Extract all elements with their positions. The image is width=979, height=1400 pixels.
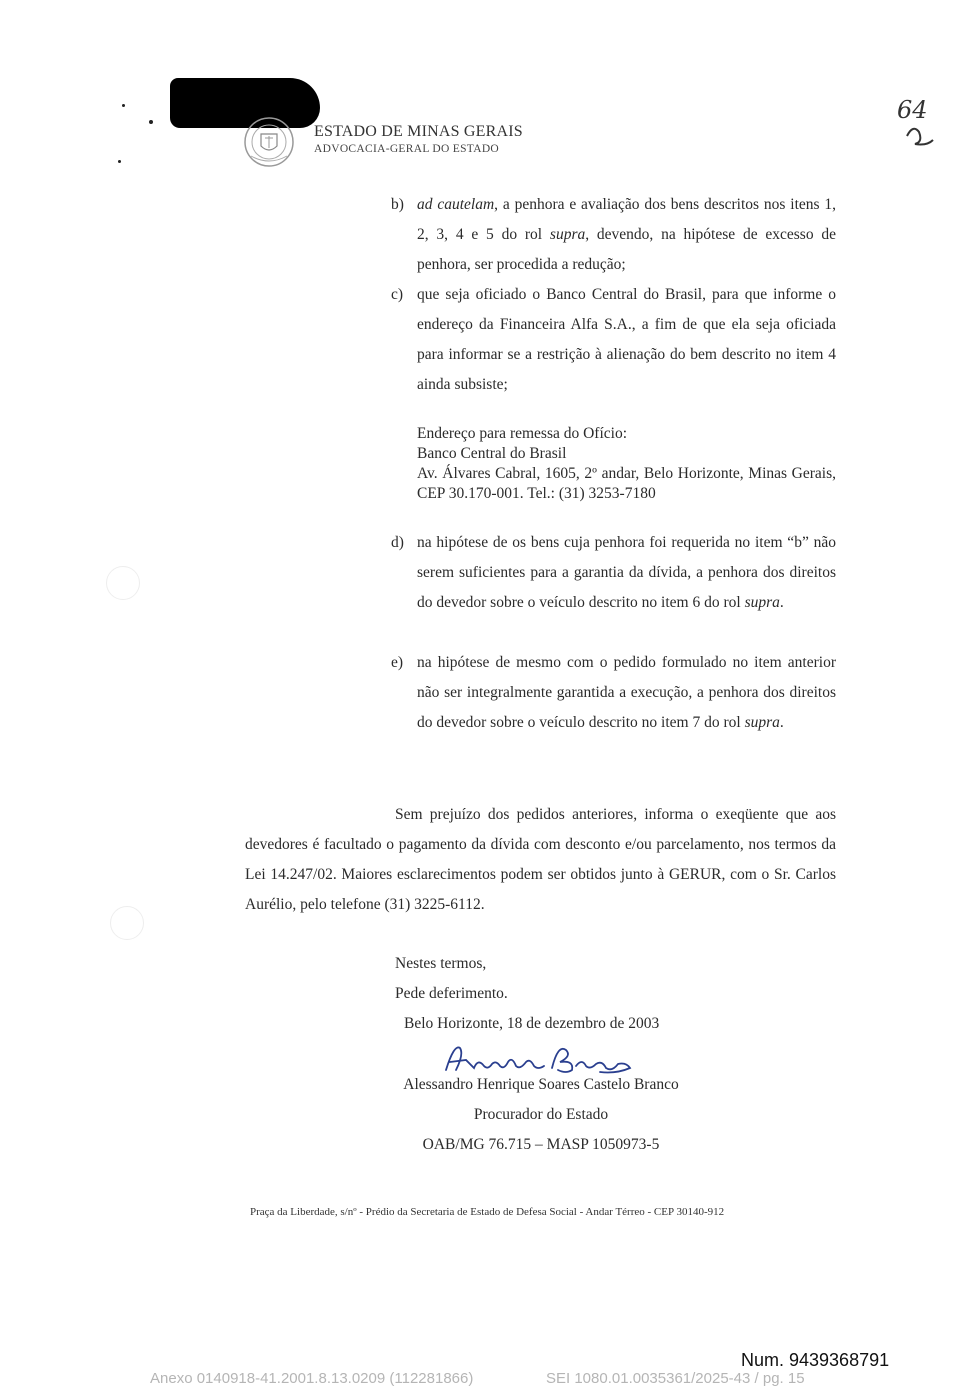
item-text [417,528,836,618]
text-run: supra [744,594,780,611]
request-item-b [391,190,836,280]
scan-speck [122,104,125,107]
address-line: Endereço para remessa do Ofício: [417,425,628,442]
request-item-d [391,528,836,618]
text-run: , devendo, na hipótese de excesso de penhora, ser procedida a redução; [417,226,836,273]
text-run: na hipótese de os bens cuja penhora foi requerida no item “b” não serem suficientes para a garantia da dívida, a penhora dos direitos do devedor sobre o veículo descrito no item 6 do rol [417,534,836,611]
sei-stamp: SEI 1080.01.0035361/2025-43 / pg. 15 [546,1370,805,1387]
document-number: Num. 9439368791 [741,1350,890,1370]
footer-address: Praça da Liberdade, s/nº - Prédio da Secretaria de Estado de Defesa Social - Andar Térreo - CEP 30140-912 [250,1206,725,1218]
text-run: na hipótese de mesmo com o pedido formulado no item anterior não ser integralmente garantida a execução, a penhora dos direitos do devedor sobre o veículo descrito no item 7 do rol [417,654,836,731]
annex-stamp: Anexo 0140918-41.2001.8.13.0209 (112281866) [150,1370,474,1387]
request-item-c [391,280,836,400]
handwritten-signature [440,1040,635,1078]
closing-line: Nestes termos, [395,955,487,972]
handwritten-page-number [893,92,941,152]
address-line: Banco Central do Brasil [417,445,567,462]
text-run: que seja oficiado o Banco Central do Brasil, para que informe o endereço da Financeira Alfa S.A., a fim de que ela seja oficiada para informar se a restrição à alienação do bem descrito no item 4 ainda subsiste; [417,286,836,393]
closing-line: Pede deferimento. [395,985,508,1002]
coat-of-arms-icon [243,116,295,168]
body-paragraph: Sem prejuízo dos pedidos anteriores, informa o exeqüente que aos devedores é facultado o pagamento da dívida com desconto e/ou parcelamento, nos termos da Lei 14.247/02. Maiores esclarecimentos podem ser obtidos junto à GERUR, com o Sr. Carlos Aurélio, pelo telefone (31) 3225-6112. [245,806,836,913]
scan-speck [118,160,121,163]
signer-registration: OAB/MG 76.715 – MASP 1050973-5 [422,1136,660,1153]
request-item-e [391,648,836,738]
header-title: ESTADO DE MINAS GERAIS [314,123,523,140]
signer-role: Procurador do Estado [473,1106,609,1123]
text-run: supra [744,714,780,731]
item-label: b) [391,196,404,213]
signer-name: Alessandro Henrique Soares Castelo Branco [403,1076,679,1093]
item-text [417,648,836,738]
scan-speck [149,120,153,124]
punch-hole-mark [110,906,144,940]
item-text [417,280,836,400]
text-run: ad cautelam [417,196,495,213]
item-text [417,190,836,280]
text-run: supra [549,226,586,243]
item-label: c) [391,286,404,303]
text-run: , a penhora e avaliação dos bens descritos nos itens 1, 2, 3, 4 e 5 do rol [417,196,836,243]
text-run: . [779,594,784,611]
address-line: Av. Álvares Cabral, 1605, 2º andar, Belo Horizonte, Minas Gerais, CEP 30.170-001. Tel.: (31) 3253-7180 [417,465,836,502]
item-label: d) [391,534,404,551]
address-block [417,424,836,504]
page-mark-text: 64 [897,96,928,124]
punch-hole-mark [106,566,140,600]
text-run: . [779,714,784,731]
item-label: e) [391,654,404,671]
place-date: Belo Horizonte, 18 de dezembro de 2003 [404,1015,660,1032]
header-subtitle: ADVOCACIA-GERAL DO ESTADO [314,143,500,155]
